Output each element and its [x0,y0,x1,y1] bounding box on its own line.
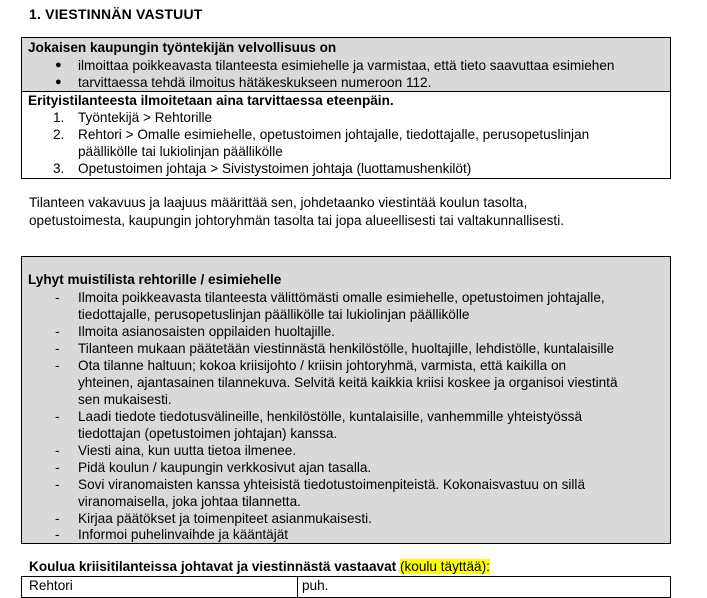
dash-icon: - [55,409,60,424]
principal-label: Rehtori [29,578,73,593]
section-heading: 1. VIESTINNÄN VASTUUT [29,6,203,22]
dash-icon: - [55,477,60,492]
dash-icon: - [55,358,60,373]
escalation-title: Erityistilanteesta ilmoitetaan aina tarvittaessa eteenpäin. [28,93,394,108]
checklist-item-10: Informoi puhelinvaihde ja kääntäjät [78,527,289,542]
checklist-item-4-line-2: yhteinen, ajantasainen tilannekuva. Selvitä keitä kaikkia kriisi koskee ja organisoi viestintä [78,375,618,390]
dash-icon: - [55,460,60,475]
employee-duty-title: Jokaisen kaupungin työntekijän velvollisuus on [28,40,337,55]
escalation-item-3: Opetustoimen johtaja > Sivistystoimen johtaja (luottamushenkilöt) [78,161,472,176]
checklist-item-5-line-1: Laadi tiedote tiedotusvälineille, henkilöstölle, kuntalaisille, vanhemmille yhteistyössä [78,409,583,424]
employee-duty-box [21,37,671,92]
column-divider [297,577,298,597]
bullet-icon: ● [55,59,62,71]
escalation-item-2-line-1: Rehtori > Omalle esimiehelle, opetustoimen johtajalle, tiedottajalle, perusopetuslinjan [78,127,590,142]
dash-icon: - [55,324,60,339]
checklist-item-1-line-2: tiedottajalle, perusopetuslinjan päällikölle tai lukiolinjan päällikölle [78,307,470,322]
dash-icon: - [55,341,60,356]
escalation-item-2-line-2: päällikölle tai lukiolinjan päällikölle [78,144,283,159]
dash-icon: - [55,527,60,542]
dash-icon: - [55,290,60,305]
dash-icon: - [55,443,60,458]
checklist-item-8-line-1: Sovi viranomaisten kanssa yhteisistä tiedotustoimenpiteistä. Kokonaisvastuu on sillä [78,477,586,492]
checklist-item-5-line-2: tiedottajan (opetustoimen johtajan) kanssa. [78,426,338,441]
escalation-num-2: 2. [53,127,65,142]
checklist-item-1-line-1: Ilmoita poikkeavasta tilanteesta välittömästi omalle esimiehelle, opetustoimen johtajalle, [78,290,605,305]
duty-bullet-2: tarvittaessa tehdä ilmoitus hätäkeskukseen numeroon 112. [78,75,432,90]
fill-in-highlight: (koulu täyttää): [399,559,490,574]
severity-paragraph-line-1: Tilanteen vakavuus ja laajuus määrittää sen, johdetaanko viestintää koulun tasolta, [29,195,528,210]
escalation-item-1: Työntekijä > Rehtorille [78,110,213,125]
principal-checklist-box [21,256,671,544]
responsible-persons-label: Koulua kriisitilanteissa johtavat ja viestinnästä vastaavat [29,559,397,574]
escalation-num-3: 3. [53,161,65,176]
checklist-title: Lyhyt muistilista rehtorille / esimiehelle [28,272,282,287]
checklist-item-4-line-1: Ota tilanne haltuun; kokoa kriisijohto / kriisin johtoryhmä, varmista, että kaikilla on [78,358,567,373]
checklist-item-2: Ilmoita asianosaisten oppilaiden huoltajille. [78,324,335,339]
checklist-item-6: Viesti aina, kun uutta tietoa ilmenee. [78,443,297,458]
severity-paragraph-line-2: opetustoimesta, kaupungin johtoryhmän tasolta tai jopa alueellisesti tai valtakunnallisesti. [29,213,565,228]
checklist-item-8-line-2: viranomaisella, joka johtaa tilannetta. [78,494,301,509]
checklist-item-3: Tilanteen mukaan päätetään viestinnästä henkilöstölle, huoltajille, lehdistölle, kuntalaisille [78,341,615,356]
checklist-item-7: Pidä koulun / kaupungin verkkosivut ajan tasalla. [78,460,372,475]
responsible-persons-title [29,559,490,574]
principal-row [21,576,671,598]
phone-label: puh. [302,578,329,593]
dash-icon: - [55,511,60,526]
checklist-item-9: Kirjaa päätökset ja toimenpiteet asianmukaisesti. [78,511,372,526]
escalation-box [21,91,671,179]
bullet-icon: ● [55,76,62,88]
checklist-item-4-line-3: sen mukaisesti. [78,392,172,407]
escalation-num-1: 1. [53,110,65,125]
duty-bullet-1: ilmoittaa poikkeavasta tilanteesta esimiehelle ja varmistaa, että tieto saavuttaa esimiehen [78,58,615,73]
